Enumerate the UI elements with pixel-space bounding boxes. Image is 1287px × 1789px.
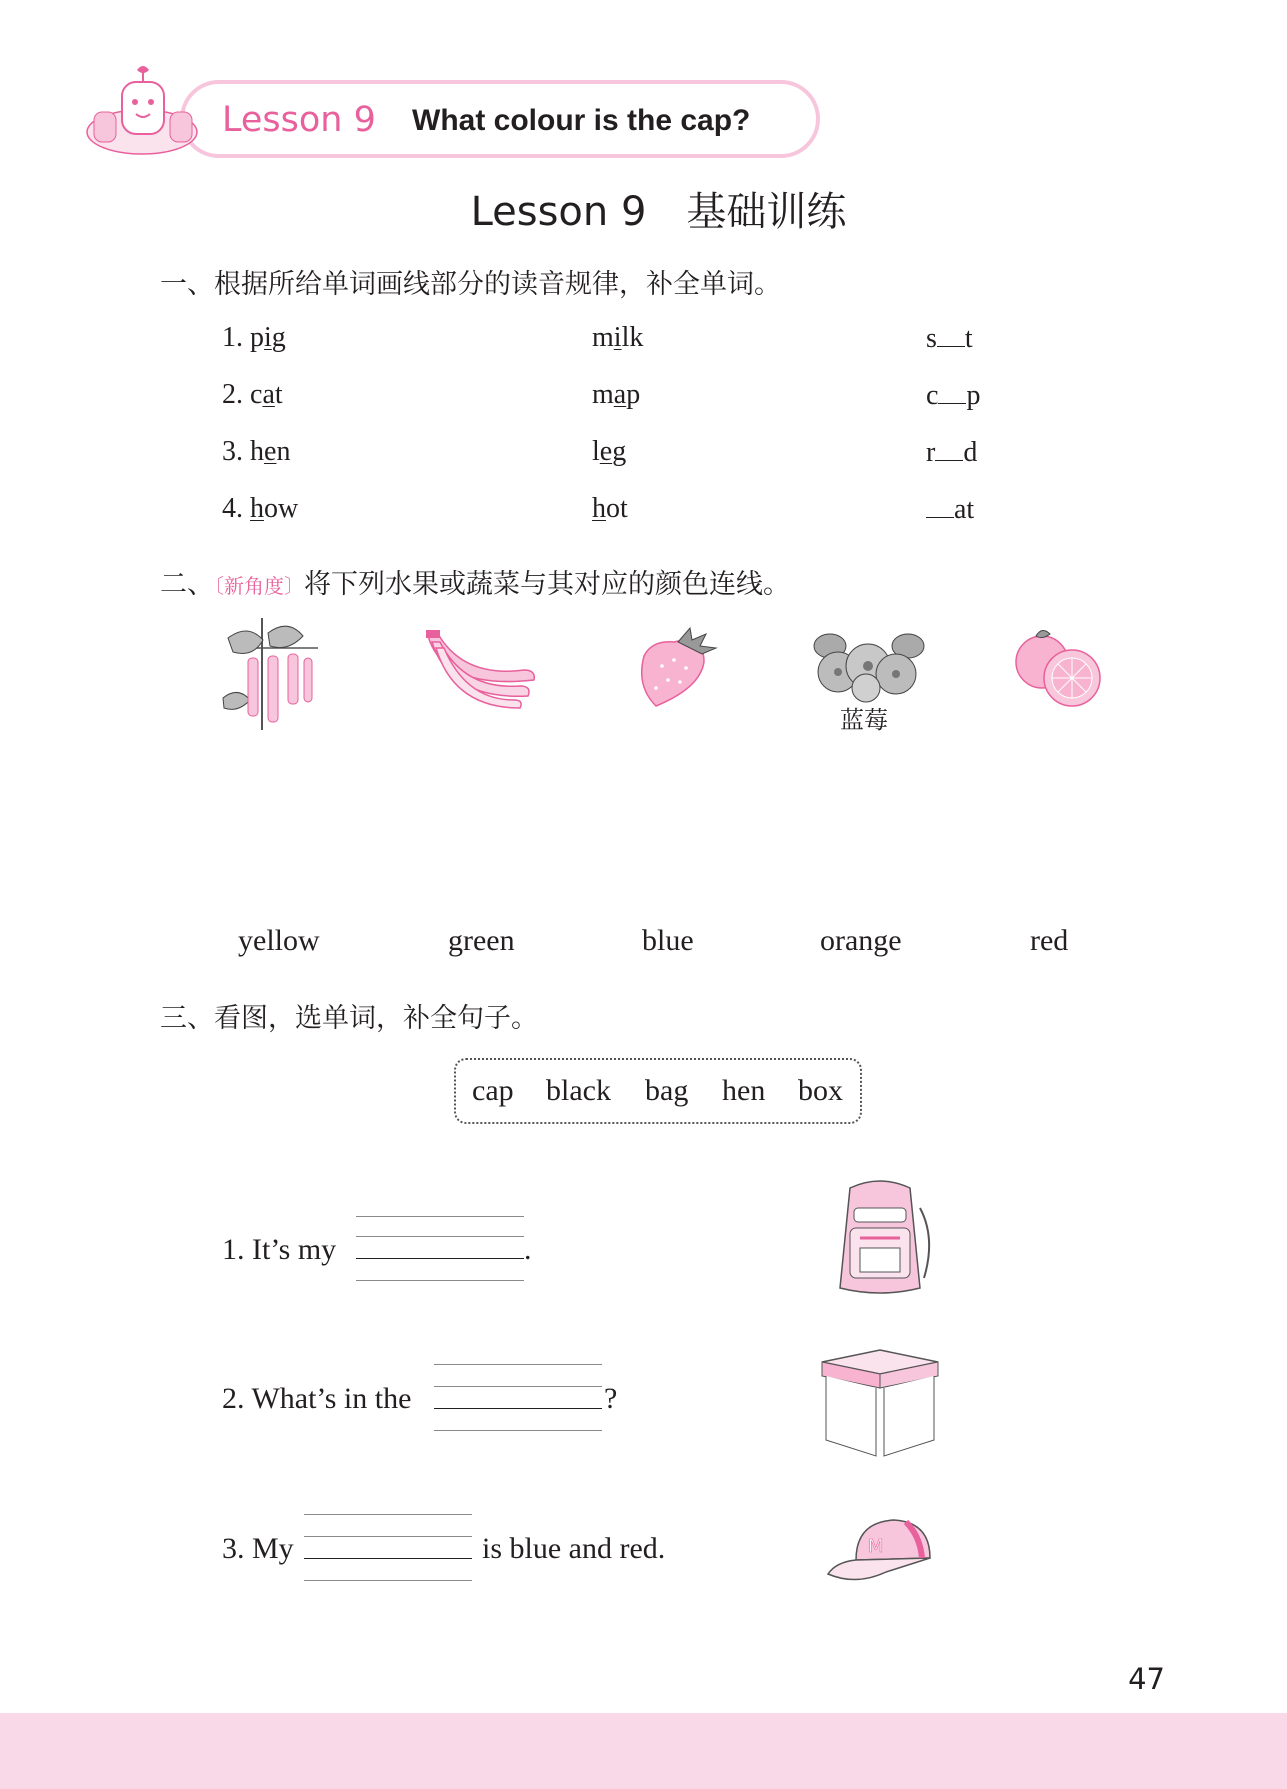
letters: l: [592, 436, 600, 467]
letters: at: [954, 494, 975, 525]
underlined-letter: e: [599, 436, 613, 467]
new-angle-tag: 〔新角度〕: [214, 574, 304, 598]
color-word-yellow[interactable]: yellow: [238, 924, 320, 957]
row3-word2: [592, 436, 626, 468]
row-number: 2.: [222, 379, 243, 410]
letters: p: [966, 380, 981, 411]
row4-word2: [592, 493, 628, 525]
strawberry-icon: [634, 626, 720, 708]
sentence-3-end: is blue and red.: [482, 1532, 666, 1565]
fill-blank[interactable]: [938, 379, 966, 404]
letters: p: [250, 322, 264, 353]
bank-word-bag: bag: [645, 1074, 689, 1107]
color-word-red[interactable]: red: [1030, 924, 1069, 957]
underlined-letter: i: [264, 322, 272, 353]
letters: d: [963, 437, 978, 468]
row2-word3: [926, 379, 980, 412]
underlined-letter: h: [592, 493, 606, 524]
banner-lesson-label: Lesson 9: [222, 100, 376, 140]
fill-blank[interactable]: [937, 322, 965, 347]
page-number: 47: [1128, 1662, 1165, 1696]
row1-word3: [926, 322, 973, 355]
letters: g: [612, 436, 627, 467]
color-word-green[interactable]: green: [448, 924, 515, 957]
letters: c: [250, 379, 263, 410]
bank-word-hen: hen: [722, 1074, 766, 1107]
color-word-orange[interactable]: orange: [820, 924, 902, 957]
bank-word-black: black: [546, 1074, 611, 1107]
letters: h: [250, 436, 264, 467]
letters: r: [926, 437, 936, 468]
letters: p: [626, 379, 641, 410]
color-word-blue[interactable]: blue: [642, 924, 694, 957]
section2-number: 二、: [160, 569, 214, 600]
row-number: 1.: [222, 322, 243, 353]
letters: t: [964, 323, 973, 354]
backpack-icon: [820, 1178, 940, 1298]
letters: n: [276, 436, 291, 467]
row1-word2: [592, 322, 643, 354]
sentence-2-text: 2. What’s in the: [222, 1382, 412, 1415]
footer-band: [0, 1713, 1287, 1789]
row3-word1: [222, 436, 290, 468]
underlined-letter: h: [250, 493, 264, 524]
section1-heading: 一、根据所给单词画线部分的读音规律，补全单词。: [160, 269, 781, 300]
bank-word-box: box: [798, 1074, 843, 1107]
sentence-1-answer-lines[interactable]: [356, 1216, 524, 1280]
banner-lesson-title: What colour is the cap?: [412, 104, 751, 137]
row3-word3: [926, 436, 977, 469]
letters: lk: [621, 322, 644, 353]
letters: c: [926, 380, 939, 411]
letters: ot: [606, 493, 628, 524]
blueberry-icon: [808, 626, 926, 704]
section2-text: 将下列水果或蔬菜与其对应的颜色连线。: [304, 569, 790, 600]
row2-word1: [222, 379, 283, 411]
svg-text:M: M: [868, 1536, 884, 1557]
row1-word1: [222, 322, 286, 354]
underlined-letter: e: [264, 436, 277, 467]
letters: m: [592, 379, 614, 410]
sentence-1-text: 1. It’s my: [222, 1233, 337, 1266]
box-icon: [820, 1348, 940, 1458]
letters: t: [274, 379, 283, 410]
letters: m: [592, 322, 614, 353]
row2-word2: [592, 379, 640, 411]
row-number: 4.: [222, 493, 243, 524]
letters: s: [926, 323, 937, 354]
cap-icon: [826, 1516, 936, 1588]
section2-heading: [160, 562, 790, 601]
sentence-3-text: 3. My: [222, 1532, 294, 1565]
letters: ow: [264, 493, 299, 524]
banana-icon: [424, 630, 540, 710]
fill-blank[interactable]: [935, 436, 963, 461]
grapes-icon: [218, 618, 330, 730]
row4-word3: [926, 493, 974, 526]
mascot-icon: [82, 62, 202, 162]
underlined-letter: i: [613, 322, 622, 353]
sentence-1-end: .: [524, 1233, 532, 1266]
sentence-3-answer-lines[interactable]: [304, 1514, 472, 1580]
page-title: Lesson 9 基础训练: [470, 189, 847, 235]
sentence-2-end: ?: [604, 1382, 618, 1415]
bank-word-cap: cap: [472, 1074, 514, 1107]
sentence-2-answer-lines[interactable]: [434, 1364, 602, 1430]
underlined-letter: a: [613, 379, 627, 410]
section3-heading: 三、看图，选单词，补全句子。: [160, 1003, 538, 1034]
row-number: 3.: [222, 436, 243, 467]
orange-icon: [1012, 624, 1106, 708]
letters: g: [271, 322, 286, 353]
row4-word1: [222, 493, 298, 525]
blueberry-caption: 蓝莓: [840, 706, 888, 734]
underlined-letter: a: [262, 379, 275, 410]
fill-blank[interactable]: [926, 493, 954, 518]
